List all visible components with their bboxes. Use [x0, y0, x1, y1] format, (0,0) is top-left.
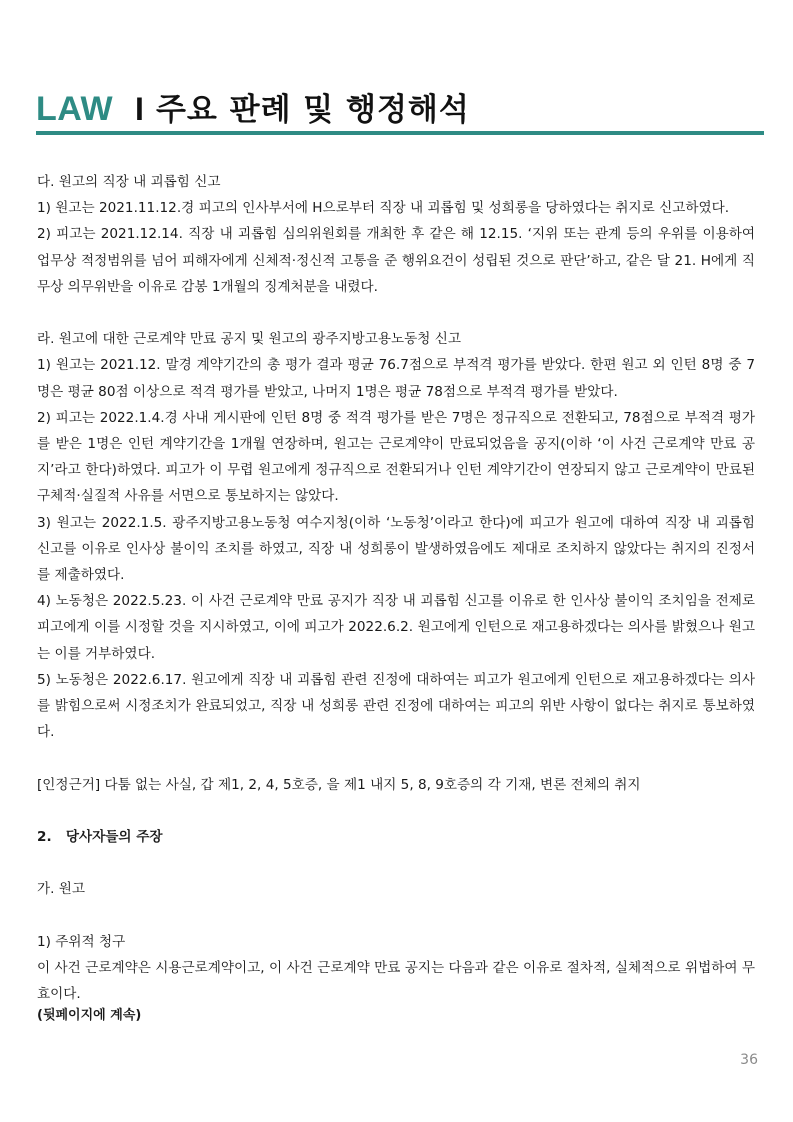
paragraph-ra-2: 2) 피고는 2022.1.4.경 사내 게시판에 인턴 8명 중 적격 평가를 받은 7명은 정규직으로 전환되고, 78점으로 부적격 평가를 받은 1명은 인턴 계약기간을 1개월 연장하며, 원고는 근로계약이 만료되었음을 공지(이하 ‘이 사건 근로계약 만료 공지’라고 한다)하였다. 피고가 이 무렵 원고에게 정규직으로 전환되거나 인턴 계약기간이 연장되지 않고 근로계약이 만료된 구체적·실질적 사유를 서면으로 통보하지는 않았다. [37, 409, 755, 505]
section-heading-da: 다. 원고의 직장 내 괴롭힘 신고 [37, 174, 221, 190]
spacer [37, 850, 755, 876]
paragraph-ra-3: 3) 원고는 2022.1.5. 광주지방고용노동청 여수지청(이하 ‘노동청’이라고 한다)에 피고가 원고에 대하여 직장 내 괴롭힘 신고를 이유로 인사상 불이익 조치를 하였고, 직장 내 성희롱이 발생하였음에도 제대로 조치하지 않았다는 취지의 진정서를 제출하였다. [37, 514, 755, 584]
sub-heading-plaintiff: 가. 원고 [37, 881, 86, 898]
section-heading-ra: 라. 원고에 대한 근로계약 만료 공지 및 원고의 광주지방고용노동청 신고 [37, 331, 462, 348]
header-separator: I [135, 91, 144, 127]
evidence-note: [인정근거] 다툼 없는 사실, 갑 제1, 2, 4, 5호증, 을 제1 내지 5, 8, 9호증의 각 기재, 변론 전체의 취지 [37, 776, 641, 793]
continued-note: (뒷페이지에 계속) [37, 1008, 142, 1024]
paragraph-ra-1: 1) 원고는 2021.12. 말경 계약기간의 총 평가 결과 평균 76.7점으로 부적격 평가를 받았다. 한편 원고 외 인턴 8명 중 7명은 평균 80점 이상으로 적격 평가를 받았고, 나머지 1명은 평균 78점으로 부적격 평가를 받았다. [37, 357, 755, 400]
spacer [37, 745, 755, 771]
paragraph-ra-4: 4) 노동청은 2022.5.23. 이 사건 근로계약 만료 공지가 직장 내 괴롭힘 신고를 이유로 한 인사상 불이익 조치임을 전제로 피고에게 이를 시정할 것을 지시하였고, 이에 피고가 2022.6.2. 원고에게 인턴으로 재고용하겠다는 의사를 밝혔으나 원고는 이를 거부하였다. [37, 593, 755, 662]
page-header [36, 84, 470, 129]
document-body [37, 169, 755, 1025]
paragraph-da-2: 2) 피고는 2021.12.14. 직장 내 괴롭힘 심의위원회를 개최한 후 같은 해 12.15. ‘지위 또는 관계 등의 우위를 이용하여 업무상 적정범위를 넘어 피해자에게 신체적·정신적 고통을 준 행위요건이 성립된 것으로 판단’하고, 같은 달 21. H에게 직무상 의무위반을 이유로 감봉 1개월의 징계처분을 내렸다. [37, 226, 755, 295]
page-title: 주요 판례 및 행정해석 [155, 92, 470, 128]
paragraph-ra-5: 5) 노동청은 2022.6.17. 원고에게 직장 내 괴롭힘 관련 진정에 대하여는 피고가 원고에게 인턴으로 재고용하겠다는 의사를 밝힘으로써 시정조치가 완료되었고, 직장 내 성희롱 관련 진정에 대하여는 피고의 위반 사항이 없다는 취지로 통보하였다. [37, 671, 755, 741]
page-number: 36 [740, 1052, 758, 1068]
paragraph-da-1: 1) 원고는 2021.11.12.경 피고의 인사부서에 H으로부터 직장 내 괴롭힘 및 성희롱을 당하였다는 취지로 신고하였다. [37, 200, 730, 217]
spacer [37, 798, 755, 824]
header-rule [36, 131, 764, 135]
claim-text: 이 사건 근로계약은 시용근로계약이고, 이 사건 근로계약 만료 공지는 다음과 같은 이유로 절차적, 실체적으로 위법하여 무효이다. [37, 960, 755, 1003]
claim-heading: 1) 주위적 청구 [37, 933, 126, 950]
spacer [37, 300, 755, 326]
section-tag-law: LAW [36, 90, 114, 128]
spacer [37, 903, 755, 929]
section-heading-2: 2. 당사자들의 주장 [37, 829, 163, 846]
